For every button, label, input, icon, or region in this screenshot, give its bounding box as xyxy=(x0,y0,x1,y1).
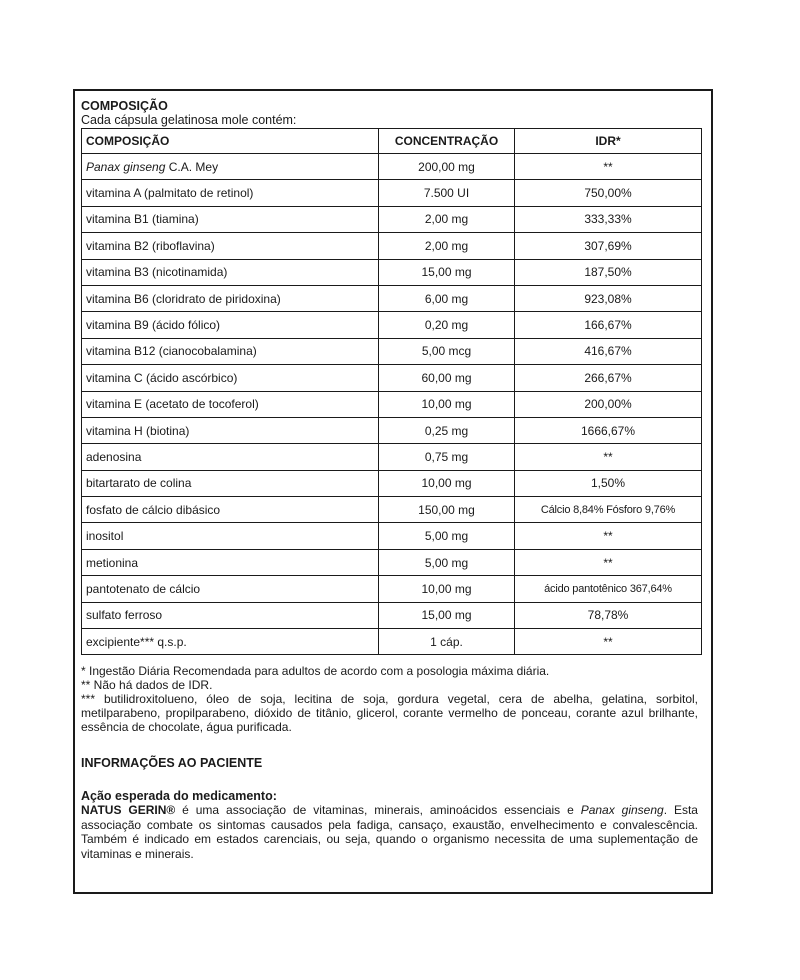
ingredient-name: vitamina H (biotina) xyxy=(86,423,190,438)
cell-concentration: 6,00 mg xyxy=(379,285,515,311)
cell-composition xyxy=(82,391,379,417)
cell-concentration: 7.500 UI xyxy=(379,180,515,206)
ingredient-name: vitamina B9 (ácido fólico) xyxy=(86,318,221,333)
cell-concentration: 10,00 mg xyxy=(379,576,515,602)
cell-idr: Cálcio 8,84% Fósforo 9,76% xyxy=(515,497,702,523)
cell-idr: ** xyxy=(515,154,702,180)
cell-composition xyxy=(82,206,379,232)
composition-leaflet xyxy=(73,89,713,894)
table-row xyxy=(82,365,702,391)
composition-subtitle: Cada cápsula gelatinosa mole contém: xyxy=(81,113,297,127)
cell-idr: ácido pantotênico 367,64% xyxy=(515,576,702,602)
cell-idr: 333,33% xyxy=(515,206,702,232)
table-row xyxy=(82,444,702,470)
table-body xyxy=(82,154,702,655)
ingredient-name: vitamina A (palmitato de retinol) xyxy=(86,186,254,201)
composition-table xyxy=(81,128,702,655)
cell-idr: 416,67% xyxy=(515,338,702,364)
footnotes xyxy=(81,664,698,734)
table-row xyxy=(82,549,702,575)
footnote-idr: * Ingestão Diária Recomendada para adultos de acordo com a posologia máxima diária. xyxy=(81,664,550,679)
ingredient-italic-name: Panax ginseng xyxy=(86,159,166,174)
cell-composition xyxy=(82,549,379,575)
ingredient-name: inositol xyxy=(86,529,124,544)
cell-composition xyxy=(82,259,379,285)
expected-action-title: Ação esperada do medicamento: xyxy=(81,789,277,804)
ingredient-name: vitamina B1 (tiamina) xyxy=(86,212,199,227)
ingredient-name: fosfato de cálcio dibásico xyxy=(86,502,221,517)
cell-concentration: 15,00 mg xyxy=(379,602,515,628)
table-row xyxy=(82,391,702,417)
ingredient-name: metionina xyxy=(86,555,139,570)
ingredient-name: bitartarato de colina xyxy=(86,476,192,491)
brand-name: NATUS GERIN® xyxy=(81,803,176,818)
cell-idr: ** xyxy=(515,629,702,655)
table-row xyxy=(82,602,702,628)
action-text-part2: . Esta associação combate os sintomas causados pela fadiga, cansaço, exaustão, envelhecimento e convalescência. Também é indicado em estados carenciais, ou seja, quando o organismo necessita de uma suplementação de vitaminas e minerais. xyxy=(81,803,698,861)
cell-composition xyxy=(82,523,379,549)
table-row xyxy=(82,417,702,443)
table-row xyxy=(82,206,702,232)
table-row xyxy=(82,259,702,285)
cell-composition xyxy=(82,576,379,602)
table-row xyxy=(82,233,702,259)
table-row xyxy=(82,470,702,496)
table-row xyxy=(82,576,702,602)
cell-concentration: 5,00 mg xyxy=(379,523,515,549)
footnote-excipients: *** butilidroxitolueno, óleo de soja, lecitina de soja, gordura vegetal, cera de abelha, gelatina, sorbitol, metilparabeno, propilparabeno, dióxido de titânio, glicerol, corante vermelho de ponceau, corante azul brilhante, essência de chocolate, água purificada. xyxy=(81,692,698,735)
cell-concentration: 10,00 mg xyxy=(379,470,515,496)
ingredient-name: pantotenato de cálcio xyxy=(86,581,201,596)
cell-composition xyxy=(82,497,379,523)
action-text-part1: é uma associação de vitaminas, minerais, aminoácidos essenciais e xyxy=(175,803,581,818)
cell-composition xyxy=(82,233,379,259)
cell-composition xyxy=(82,444,379,470)
cell-idr: 166,67% xyxy=(515,312,702,338)
ingredient-name: vitamina E (acetato de tocoferol) xyxy=(86,397,259,412)
cell-idr: 307,69% xyxy=(515,233,702,259)
cell-composition xyxy=(82,180,379,206)
cell-concentration: 1 cáp. xyxy=(379,629,515,655)
cell-idr: 200,00% xyxy=(515,391,702,417)
patient-info-title: INFORMAÇÕES AO PACIENTE xyxy=(81,756,263,771)
cell-concentration: 150,00 mg xyxy=(379,497,515,523)
header-composition: COMPOSIÇÃO xyxy=(82,129,379,154)
ingredient-name: vitamina B12 (cianocobalamina) xyxy=(86,344,257,359)
ingredient-name: vitamina B6 (cloridrato de piridoxina) xyxy=(86,291,281,306)
ingredient-name: vitamina B3 (nicotinamida) xyxy=(86,265,228,280)
ingredient-name: excipiente*** q.s.p. xyxy=(86,634,187,649)
table-row xyxy=(82,338,702,364)
expected-action-text xyxy=(81,803,698,861)
table-row xyxy=(82,523,702,549)
ingredient-name: C.A. Mey xyxy=(165,159,219,174)
cell-idr: 1,50% xyxy=(515,470,702,496)
ingredient-name: vitamina C (ácido ascórbico) xyxy=(86,370,238,385)
cell-composition xyxy=(82,365,379,391)
cell-idr: ** xyxy=(515,523,702,549)
cell-composition xyxy=(82,602,379,628)
ginseng-name: Panax ginseng xyxy=(580,803,664,818)
cell-concentration: 2,00 mg xyxy=(379,206,515,232)
table-row xyxy=(82,285,702,311)
cell-idr: 923,08% xyxy=(515,285,702,311)
cell-composition xyxy=(82,470,379,496)
cell-concentration: 0,20 mg xyxy=(379,312,515,338)
composition-title: COMPOSIÇÃO xyxy=(81,99,168,113)
cell-composition xyxy=(82,629,379,655)
cell-composition xyxy=(82,338,379,364)
cell-idr: 1666,67% xyxy=(515,417,702,443)
cell-idr: 750,00% xyxy=(515,180,702,206)
cell-idr: 187,50% xyxy=(515,259,702,285)
cell-concentration: 60,00 mg xyxy=(379,365,515,391)
cell-composition xyxy=(82,154,379,180)
cell-idr: 266,67% xyxy=(515,365,702,391)
table-row xyxy=(82,312,702,338)
table-header-row xyxy=(82,129,702,154)
cell-idr: 78,78% xyxy=(515,602,702,628)
table-row xyxy=(82,497,702,523)
cell-concentration: 200,00 mg xyxy=(379,154,515,180)
table-row xyxy=(82,154,702,180)
cell-concentration: 0,75 mg xyxy=(379,444,515,470)
cell-composition xyxy=(82,417,379,443)
footnote-no-data: ** Não há dados de IDR. xyxy=(81,678,213,693)
cell-concentration: 2,00 mg xyxy=(379,233,515,259)
cell-idr: ** xyxy=(515,549,702,575)
cell-concentration: 0,25 mg xyxy=(379,417,515,443)
cell-idr: ** xyxy=(515,444,702,470)
ingredient-name: sulfato ferroso xyxy=(86,608,163,623)
cell-concentration: 5,00 mg xyxy=(379,549,515,575)
cell-composition xyxy=(82,312,379,338)
ingredient-name: adenosina xyxy=(86,449,142,464)
cell-concentration: 10,00 mg xyxy=(379,391,515,417)
header-idr: IDR* xyxy=(515,129,702,154)
table-row xyxy=(82,180,702,206)
table-row xyxy=(82,629,702,655)
cell-composition xyxy=(82,285,379,311)
header-concentration: CONCENTRAÇÃO xyxy=(379,129,515,154)
ingredient-name: vitamina B2 (riboflavina) xyxy=(86,238,215,253)
cell-concentration: 15,00 mg xyxy=(379,259,515,285)
cell-concentration: 5,00 mcg xyxy=(379,338,515,364)
